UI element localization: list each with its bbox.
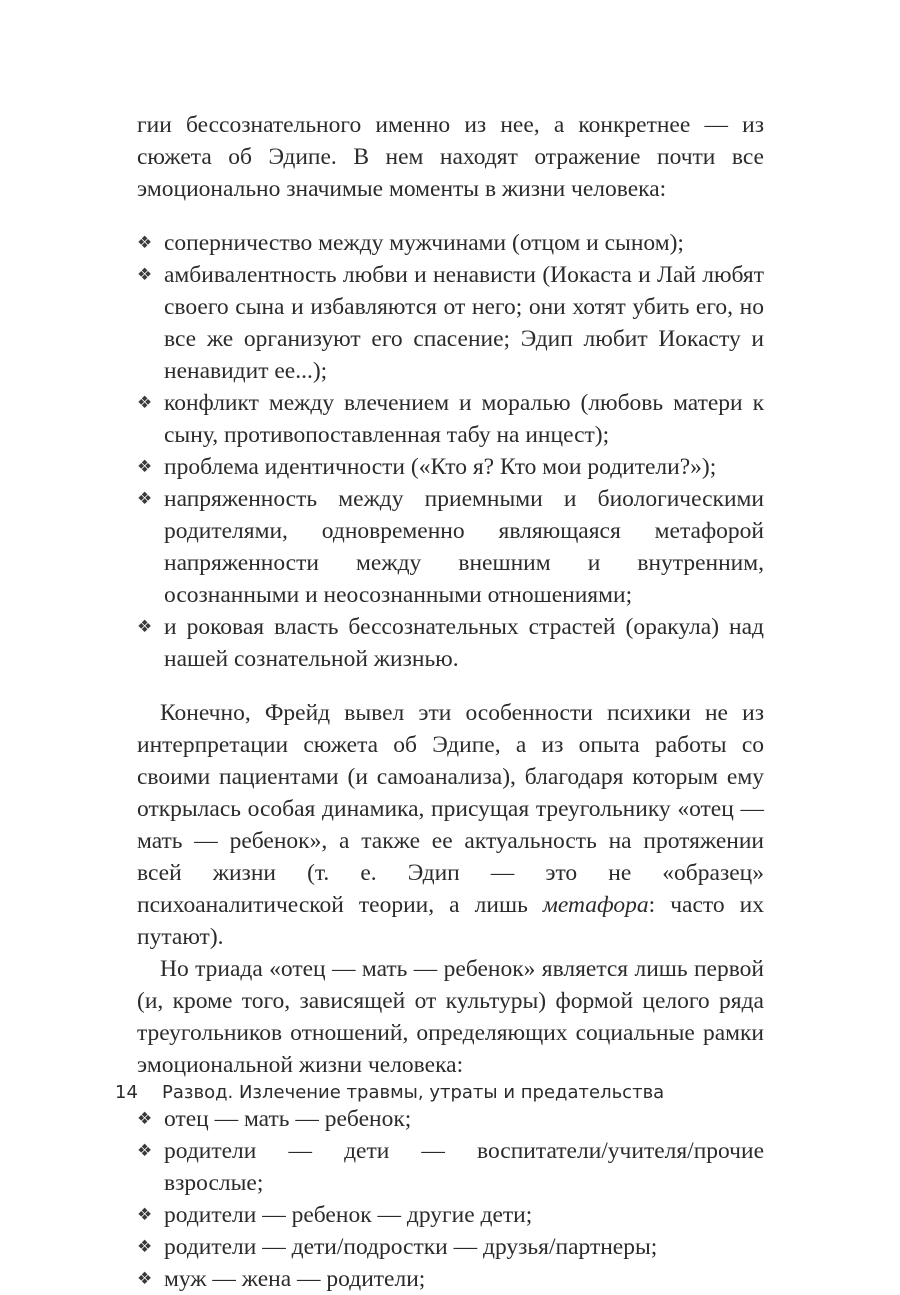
diamond-bullet-icon: ❖: [137, 393, 153, 413]
triad-paragraph: Но триада «отец — мать — ребенок» является лишь первой (и, кроме того, зависящей от культуры) формой целого ряда треугольников отношений, определяющих социальные рамки эмоциональной жизни человека:: [137, 956, 764, 1078]
list-item: ❖ проблема идентичности («Кто я? Кто мои родители?»);: [137, 451, 764, 483]
diamond-bullet-icon: ❖: [137, 1141, 153, 1161]
relationship-triangles-list: [137, 1103, 764, 1295]
list-item: ❖ родители — дети — воспитатели/учителя/прочие взрослые;: [137, 1135, 764, 1199]
list-item: ❖ и роковая власть бессознательных страстей (оракула) над нашей сознательной жизнью.: [137, 611, 764, 675]
diamond-bullet-icon: ❖: [137, 617, 153, 637]
list-item: ❖ родители — дети/подростки — друзья/партнеры;: [137, 1231, 764, 1263]
list-item: ❖ конфликт между влечением и моралью (любовь матери к сыну, противопоставленная табу на инцест);: [137, 387, 764, 451]
list-item: ❖ амбивалентность любви и ненависти (Иокаста и Лай любят своего сына и избавляются от него; они хотят убить его, но все же организуют его спасение; Эдип любит Иокасту и ненавидит ее...);: [137, 259, 764, 387]
page-body: [137, 109, 764, 1295]
page-number: 14: [115, 1082, 138, 1103]
list-item: ❖ напряженность между приемными и биологическими родителями, одновременно являющаяся метафорой напряженности между внешним и внутренним, осознанными и неосознанными отношениями;: [137, 483, 764, 611]
list-item: ❖ родители — ребенок — другие дети;: [137, 1199, 764, 1231]
oedipus-themes-list: [137, 227, 764, 675]
page-footer: [115, 1077, 664, 1109]
running-title: Развод. Излечение травмы, утраты и предательства: [162, 1082, 665, 1103]
diamond-bullet-icon: ❖: [137, 1109, 153, 1129]
emphasis-metaphor: метафора: [542, 892, 649, 918]
diamond-bullet-icon: ❖: [137, 1269, 153, 1289]
intro-paragraph: гии бессознательного именно из нее, а конкретнее — из сюжета об Эдипе. В нем находят отражение почти все эмоционально значимые моменты в жизни человека:: [137, 112, 764, 202]
diamond-bullet-icon: ❖: [137, 489, 153, 509]
freud-paragraph: Конечно, Фрейд вывел эти особенности психики не из интерпретации сюжета об Эдипе, а из опыта работы со своими пациентами (и самоанализа), благодаря которым ему открылась особая динамика, присущая треугольнику «отец — мать — ребенок», а также ее актуальность на протяжении всей жизни (т. е. Эдип — это не «образец» психоаналитической теории, а лишь метафора: часто их путают).: [137, 700, 764, 950]
list-item: ❖ муж — жена — родители;: [137, 1263, 764, 1295]
diamond-bullet-icon: ❖: [137, 233, 153, 253]
diamond-bullet-icon: ❖: [137, 1205, 153, 1225]
list-item: ❖ отец — мать — ребенок;: [137, 1103, 764, 1135]
diamond-bullet-icon: ❖: [137, 1237, 153, 1257]
list-item: ❖ соперничество между мужчинами (отцом и сыном);: [137, 227, 764, 259]
diamond-bullet-icon: ❖: [137, 457, 153, 477]
diamond-bullet-icon: ❖: [137, 265, 153, 285]
